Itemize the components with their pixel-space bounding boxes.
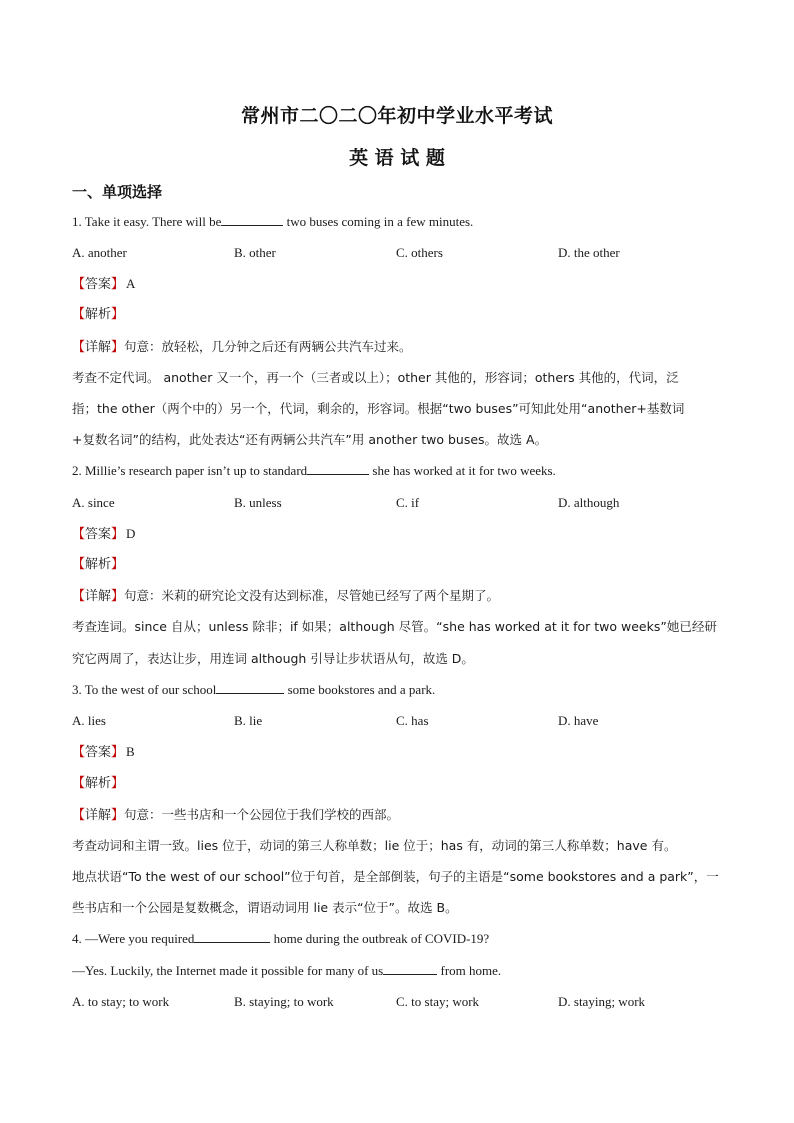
answer-blank: [194, 930, 270, 943]
question-1-explanation-line-1: 考查不定代词。 another 又一个，再一个（三者或以上）；other 其他的，形容词；others 其他的，代词，泛: [72, 370, 679, 385]
question-1-option-d: D. the other: [558, 245, 620, 260]
question-1-option-c: C. others: [396, 245, 443, 260]
question-3-option-d: D. have: [558, 713, 599, 728]
question-3-explanation-line-1: 考查动词和主谓一致。lies 位于，动词的第三人称单数；lie 位于；has 有，动词的第三人称单数；have 有。: [72, 838, 677, 853]
question-1-stem: 1. Take it easy. There will be two buses coming in a few minutes.: [72, 214, 474, 229]
question-4-option-d: D. staying; work: [558, 994, 646, 1009]
question-3-answer: 【答案】 B: [72, 744, 135, 760]
page-subtitle: 英 语 试 题: [349, 147, 445, 169]
answer-blank: [216, 681, 284, 694]
question-3-detail: 【详解】句意：一些书店和一个公园位于我们学校的西部。: [72, 807, 400, 823]
question-3-explanation-line-3: 些书店和一个公园是复数概念，谓语动词用 lie 表示“位于”。故选 B。: [72, 900, 458, 915]
question-1-option-b: B. other: [234, 245, 276, 260]
answer-blank: [221, 213, 283, 226]
question-3-option-c: C. has: [396, 713, 429, 728]
question-4-option-c: C. to stay; work: [396, 994, 480, 1009]
question-1-option-a: A. another: [72, 245, 127, 260]
question-2-option-b: B. unless: [234, 495, 282, 510]
question-2-analysis-label: 【解析】: [72, 557, 125, 572]
question-2-stem: 2. Millie’s research paper isn’t up to standard she has worked at it for two weeks.: [72, 463, 556, 478]
question-2-option-d: D. although: [558, 495, 620, 510]
question-1-detail: 【详解】句意：放轻松，几分钟之后还有两辆公共汽车过来。: [72, 339, 412, 355]
answer-blank: [383, 962, 437, 975]
question-2-explanation-line-1: 考查连词。since 自从；unless 除非；if 如果；although 尽管。“she has worked at it for two weeks”她已经研: [72, 619, 717, 634]
question-3-option-a: A. lies: [72, 713, 106, 728]
question-2-option-c: C. if: [396, 495, 420, 510]
question-1-answer: 【答案】 A: [72, 276, 136, 292]
question-2-option-a: A. since: [72, 495, 115, 510]
answer-blank: [307, 462, 369, 475]
question-4-reply: —Yes. Luckily, the Internet made it possible for many of us from home.: [72, 963, 502, 978]
question-1-analysis-label: 【解析】: [72, 307, 125, 322]
question-2-explanation-line-2: 究它两周了，表达让步，用连词 although 引导让步状语从句，故选 D。: [72, 651, 474, 666]
question-2-answer: 【答案】 D: [72, 526, 136, 542]
question-3-option-b: B. lie: [234, 713, 263, 728]
question-4-option-b: B. staying; to work: [234, 994, 334, 1009]
question-1-explanation-line-2: 指；the other（两个中的）另一个，代词，剩余的，形容词。根据“two buses”可知此处用“another+基数词: [72, 401, 685, 416]
question-2-detail: 【详解】句意：米莉的研究论文没有达到标准，尽管她已经写了两个星期了。: [72, 588, 500, 604]
question-3-analysis-label: 【解析】: [72, 776, 125, 791]
question-3-explanation-line-2: 地点状语“To the west of our school”位于句首，是全部倒装，句子的主语是“some bookstores and a park”，一: [72, 869, 719, 884]
question-1-explanation-line-3: +复数名词”的结构，此处表达“还有两辆公共汽车”用 another two buses。故选 A。: [72, 432, 548, 447]
question-3-stem: 3. To the west of our school some bookstores and a park.: [72, 682, 436, 697]
page-title: 常州市二〇二〇年初中学业水平考试: [240, 105, 553, 127]
section-heading: 一、单项选择: [72, 183, 163, 201]
question-4-option-a: A. to stay; to work: [72, 994, 170, 1009]
question-4-stem: 4. —Were you required home during the outbreak of COVID-19?: [72, 931, 490, 946]
